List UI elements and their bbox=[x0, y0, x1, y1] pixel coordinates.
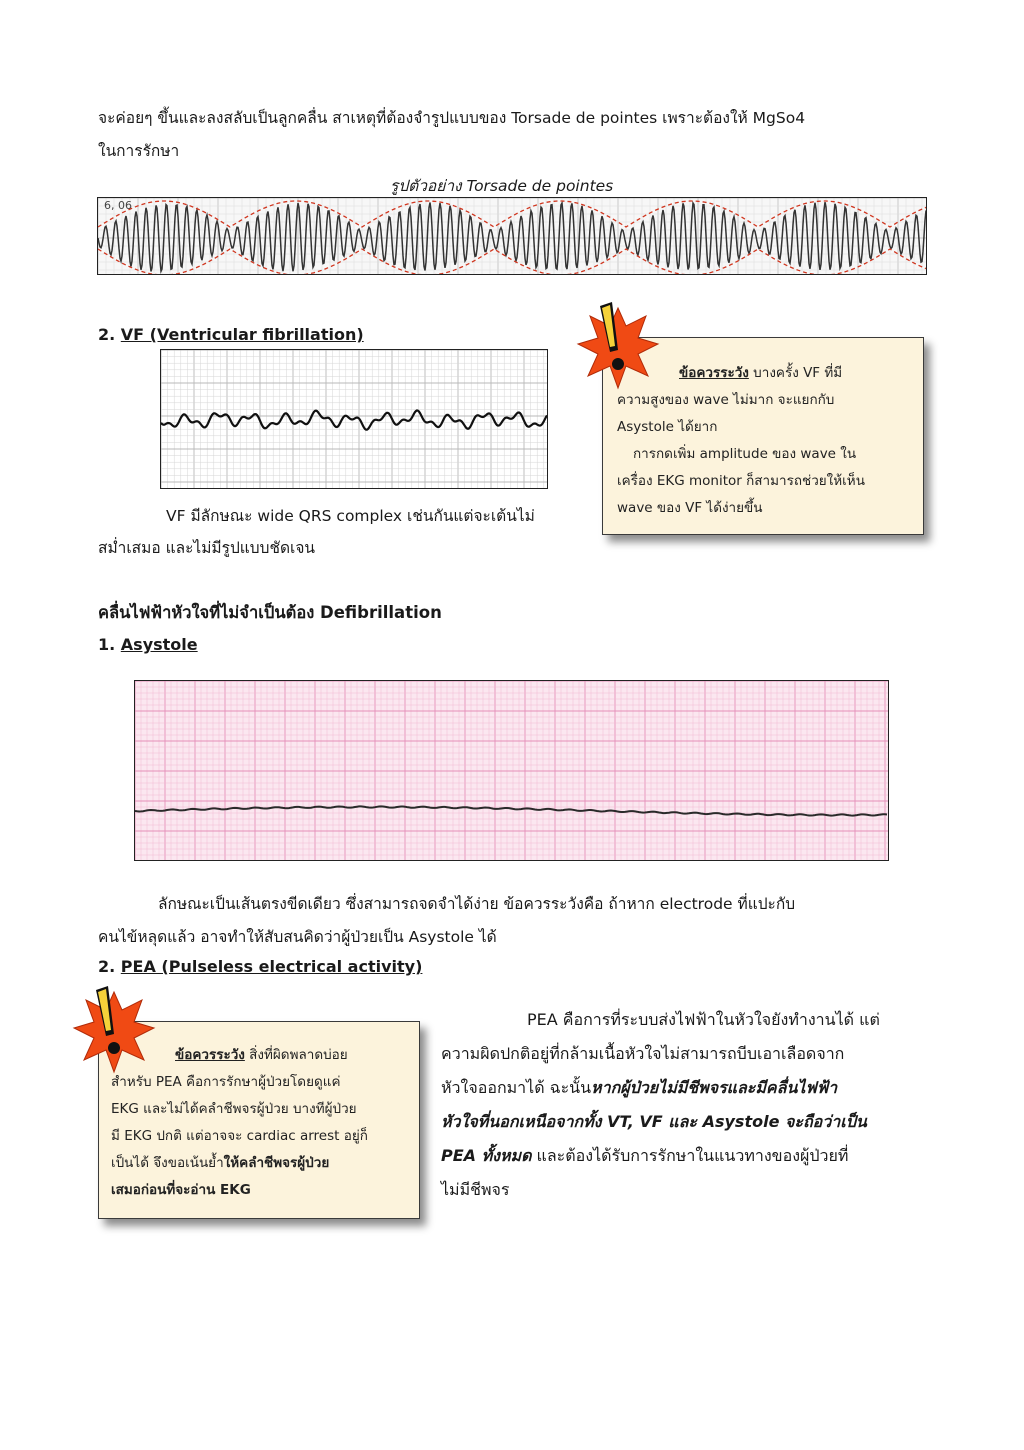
asystole-ecg-graphic bbox=[135, 681, 888, 860]
vf-description-line2: สม่ำเสมอ และไม่มีรูปแบบชัดเจน bbox=[98, 539, 316, 557]
vf-waveform bbox=[161, 410, 547, 429]
asystole-description-line2: คนไข้หลุดแล้ว อาจทำให้สับสนคิดว่าผู้ป่วยเป็น Asystole ได้ bbox=[98, 928, 497, 946]
torsade-caption: รูปตัวอย่าง Torsade de pointes bbox=[390, 177, 614, 195]
asystole-description-line1: ลักษณะเป็นเส้นตรงขีดเดียว ซึ่งสามารถจดจำได้ง่าย ข้อควรระวังคือ ถ้าหาก electrode ที่แปะกับ bbox=[158, 895, 796, 913]
vf-note-line3: Asystole ได้ยาก bbox=[617, 419, 718, 435]
torsade-strip-label: 6, 06 bbox=[104, 199, 132, 212]
pea-text-line6: ไม่มีชีพจร bbox=[441, 1180, 510, 1199]
vf-note-line5: เครื่อง EKG monitor ก็สามารถช่วยให้เห็น bbox=[617, 473, 865, 489]
vf-note-line2: ความสูงของ wave ไม่มาก จะแยกกับ bbox=[617, 392, 835, 408]
torsade-text-line2: ในการรักษา bbox=[98, 142, 180, 160]
asystole-heading-title: Asystole bbox=[120, 635, 198, 654]
pea-note-line4: มี EKG ปกติ แต่อาจจะ cardiac arrest อยู่ก็ bbox=[111, 1128, 368, 1144]
vf-ecg-graphic bbox=[161, 350, 547, 488]
torsade-ecg-strip bbox=[97, 197, 927, 275]
pea-text-line1: PEA คือการที่ระบบส่งไฟฟ้าในหัวใจยังทำงานได้ แต่ bbox=[527, 1010, 880, 1029]
asystole-flatline bbox=[135, 806, 887, 815]
pea-note-line5-a: เป็นได้ จึงขอเน้นย้ำ bbox=[111, 1155, 224, 1171]
pea-note-line1: สิ่งที่ผิดพลาดบ่อย bbox=[244, 1047, 348, 1063]
torsade-ecg-graphic bbox=[98, 198, 926, 274]
pea-note-line5-b: ให้คลำชีพจรผู้ป่วย bbox=[223, 1155, 330, 1171]
asystole-heading-number: 1. bbox=[98, 635, 116, 654]
pea-text-line5-a: PEA ทั้งหมด bbox=[441, 1146, 532, 1165]
pea-note-line6: เสมอก่อนที่จะอ่าน EKG bbox=[111, 1182, 251, 1198]
pea-text-line5-b: และต้องได้รับการรักษาในแนวทางของผู้ป่วยที่ bbox=[531, 1146, 849, 1165]
vf-heading-number: 2. bbox=[98, 325, 116, 344]
asystole-heading bbox=[98, 635, 198, 654]
vf-note-line1: บางครั้ง VF ที่มี bbox=[748, 365, 843, 381]
pea-note-title: ข้อควรระวัง bbox=[175, 1047, 245, 1063]
warning-exclamation-icon bbox=[576, 298, 660, 390]
pea-note-line2: สำหรับ PEA คือการรักษาผู้ป่วยโดยดูแค่ bbox=[111, 1074, 341, 1090]
vf-ecg-strip bbox=[160, 349, 548, 489]
pea-heading-number: 2. bbox=[98, 957, 116, 976]
vf-note-title: ข้อควรระวัง bbox=[679, 365, 749, 381]
warning-exclamation-icon bbox=[72, 982, 156, 1074]
pea-text-line3-b: หากผู้ป่วยไม่มีชีพจรและมีคลื่นไฟฟ้า bbox=[591, 1078, 838, 1097]
section-heading: คลื่นไฟฟ้าหัวใจที่ไม่จำเป็นต้อง Defibrillation bbox=[98, 603, 442, 622]
pea-heading-title: PEA (Pulseless electrical activity) bbox=[120, 957, 423, 976]
torsade-text-line1: จะค่อยๆ ขึ้นและลงสลับเป็นลูกคลื่น สาเหตุที่ต้องจำรูปแบบของ Torsade de pointes เพราะต้องให้ MgSo4 bbox=[98, 109, 806, 127]
pea-note-line3: EKG และไม่ได้คลำชีพจรผู้ป่วย บางทีผู้ป่วย bbox=[111, 1101, 357, 1117]
pea-text-line2: ความผิดปกติอยู่ที่กล้ามเนื้อหัวใจไม่สามารถบีบเอาเลือดจาก bbox=[441, 1044, 845, 1063]
vf-note-line4: การกดเพิ่ม amplitude ของ wave ใน bbox=[633, 446, 857, 462]
pea-text-line4: หัวใจที่นอกเหนือจากทั้ง VT, VF และ Asystole จะถือว่าเป็น bbox=[441, 1112, 867, 1131]
vf-description-line1: VF มีลักษณะ wide QRS complex เช่นกันแต่จะเต้นไม่ bbox=[166, 507, 535, 525]
pea-text-block bbox=[441, 1003, 880, 1207]
asystole-ecg-strip bbox=[134, 680, 889, 861]
vf-note-line6: wave ของ VF ได้ง่ายขึ้น bbox=[617, 500, 763, 516]
pea-heading bbox=[98, 957, 422, 976]
pea-text-line3-a: หัวใจออกมาได้ ฉะนั้น bbox=[441, 1078, 592, 1097]
vf-heading bbox=[98, 325, 364, 344]
vf-heading-title: VF (Ventricular fibrillation) bbox=[120, 325, 364, 344]
